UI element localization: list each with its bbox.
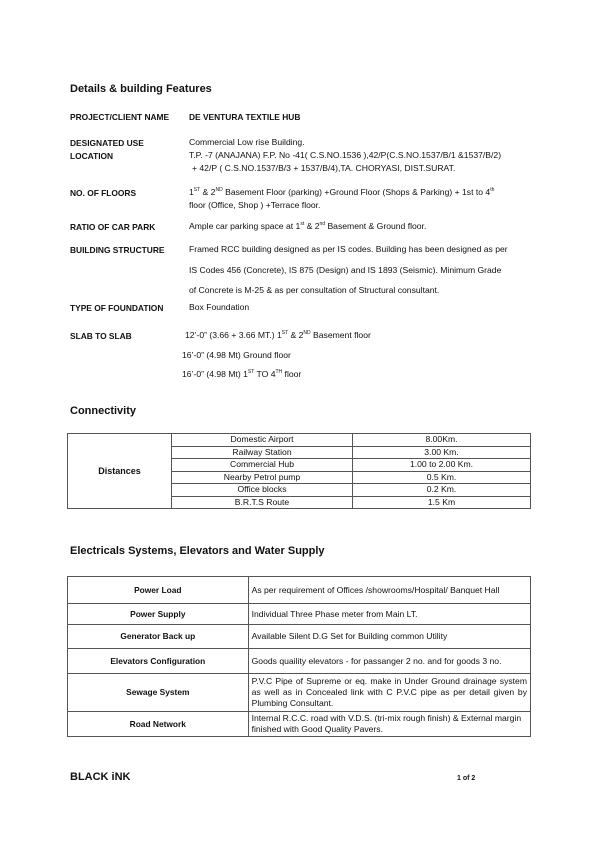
designated-use-label: DESIGNATED USE bbox=[70, 138, 144, 148]
project-label: PROJECT/CLIENT NAME bbox=[70, 112, 170, 122]
place-cell: Nearby Petrol pump bbox=[172, 471, 353, 484]
power-load-label: Power Load bbox=[68, 577, 249, 604]
project-value: DE VENTURA TEXTILE HUB bbox=[189, 112, 301, 122]
table-row bbox=[68, 625, 531, 649]
table-row bbox=[68, 434, 531, 447]
footer-brand: BLACK iNK bbox=[70, 771, 131, 783]
structure-line-1: Framed RCC building designed as per IS codes. Building has been designed as per bbox=[189, 244, 508, 254]
connectivity-table bbox=[67, 433, 531, 509]
distance-cell: 8.00Km. bbox=[353, 434, 531, 447]
slab-line-1: 12’-0” (3.66 + 3.66 MT.) 1ST & 2ND Basement floor bbox=[185, 330, 371, 340]
table-row bbox=[68, 674, 531, 712]
place-cell: Commercial Hub bbox=[172, 459, 353, 472]
page-number: 1 of 2 bbox=[457, 775, 476, 782]
distance-cell: 1.00 to 2.00 Km. bbox=[353, 459, 531, 472]
slab-label: SLAB TO SLAB bbox=[70, 331, 132, 341]
connectivity-heading: Connectivity bbox=[70, 405, 137, 417]
distance-cell: 0.5 Km. bbox=[353, 471, 531, 484]
slab-line-3: 16’-0” (4.98 Mt) 1ST TO 4TH floor bbox=[182, 369, 302, 379]
details-heading: Details & building Features bbox=[70, 83, 212, 95]
distance-cell: 0.2 Km. bbox=[353, 484, 531, 497]
structure-line-2: IS Codes 456 (Concrete), IS 875 (Design) and IS 1893 (Seismic). Minimum Grade bbox=[189, 265, 502, 275]
distances-label: Distances bbox=[68, 434, 172, 509]
table-row bbox=[68, 604, 531, 625]
location-label: LOCATION bbox=[70, 151, 114, 161]
place-cell: Domestic Airport bbox=[172, 434, 353, 447]
power-supply-value: Individual Three Phase meter from Main LT. bbox=[248, 604, 530, 625]
elevators-label: Elevators Configuration bbox=[68, 649, 249, 674]
generator-label: Generator Back up bbox=[68, 625, 249, 649]
foundation-value: Box Foundation bbox=[189, 302, 250, 312]
structure-label: BUILDING STRUCTURE bbox=[70, 245, 165, 255]
location-line-2: + 42/P ( C.S.NO.1537/B/3 + 1537/B/4),TA. CHORYASI, DIST.SURAT. bbox=[192, 163, 456, 173]
distance-cell: 1.5 Km bbox=[353, 496, 531, 509]
sewage-label: Sewage System bbox=[68, 674, 249, 712]
car-park-value: Ample car parking space at 1st & 2nd Basement & Ground floor. bbox=[189, 221, 427, 231]
sewage-value: P.V.C Pipe of Supreme or eq. make in Under Ground drainage system as well as in Concealed link with C P.V.C pipe as per detail given by Plumbing Consultant. bbox=[248, 674, 530, 712]
place-cell: Office blocks bbox=[172, 484, 353, 497]
elevators-value: Goods quaility elevators - for passanger 2 no. and for goods 3 no. bbox=[248, 649, 530, 674]
location-line-1: T.P. -7 (ANAJANA) F.P. No -41( C.S.NO.1536 ),42/P(C.S.NO.1537/B/1 &1537/B/2) bbox=[189, 150, 502, 160]
generator-value: Available Silent D.G Set for Building common Utility bbox=[248, 625, 530, 649]
road-network-value: Internal R.C.C. road with V.D.S. (tri-mix rough finish) & External margin finished with Good Quality Pavers. bbox=[248, 712, 530, 737]
place-cell: B.R.T.S Route bbox=[172, 496, 353, 509]
electricals-heading: Electricals Systems, Elevators and Water Supply bbox=[70, 545, 325, 557]
power-supply-label: Power Supply bbox=[68, 604, 249, 625]
foundation-label: TYPE OF FOUNDATION bbox=[70, 303, 164, 313]
distance-cell: 3.00 Km. bbox=[353, 446, 531, 459]
place-cell: Railway Station bbox=[172, 446, 353, 459]
car-park-label: RATIO OF CAR PARK bbox=[70, 222, 156, 232]
power-load-value: As per requirement of Offices /showrooms/Hospital/ Banquet Hall bbox=[248, 577, 530, 604]
slab-line-2: 16’-0” (4.98 Mt) Ground floor bbox=[182, 350, 291, 360]
road-network-label: Road Network bbox=[68, 712, 249, 737]
floors-label: NO. OF FLOORS bbox=[70, 188, 137, 198]
table-row bbox=[68, 712, 531, 737]
designated-use-value: Commercial Low rise Building. bbox=[189, 137, 305, 147]
floors-value-line-1: 1ST & 2ND Basement Floor (parking) +Ground Floor (Shops & Parking) + 1st to 4th bbox=[189, 187, 495, 197]
table-row bbox=[68, 649, 531, 674]
electricals-table bbox=[67, 576, 531, 737]
table-row bbox=[68, 577, 531, 604]
floors-value-line-2: floor (Office, Shop ) +Terrace floor. bbox=[189, 200, 321, 210]
structure-line-3: of Concrete is M-25 & as per consultation of Structural consultant. bbox=[189, 285, 440, 295]
